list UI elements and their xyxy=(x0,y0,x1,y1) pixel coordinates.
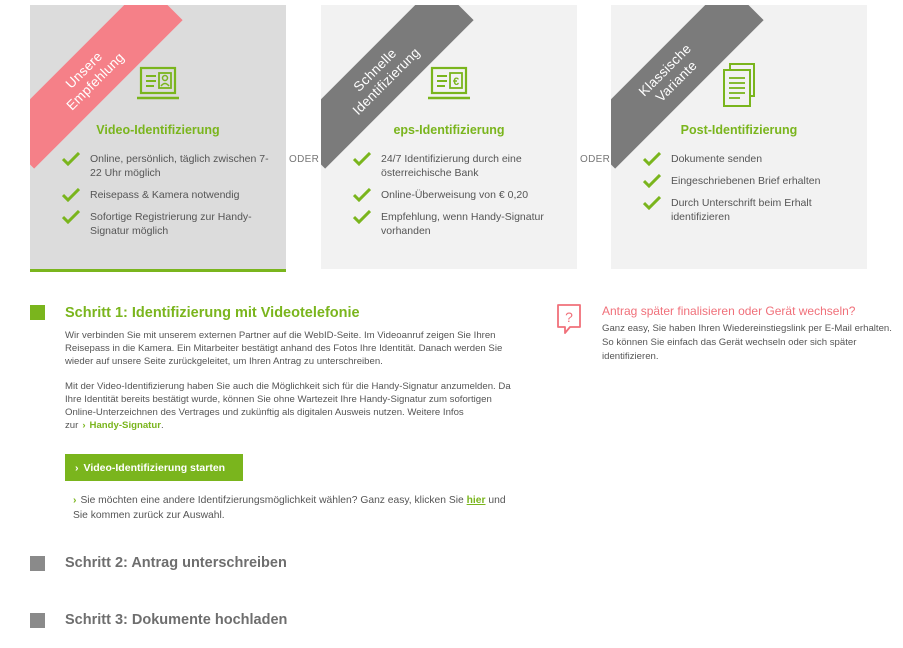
recommendation-ribbon: Unsere Empfehlung xyxy=(30,5,183,169)
step-1-handy-signatur-info: Mit der Video-Identifizierung haben Sie auch die Möglichkeit sich für die Handy-Signatur anzumelden. Da Ihre Identität bereits bestätigt wurde, können Sie ohne Wartezeit Ihre Handy-Signatur zum sofortigen Online-Unterzeichnen des Vertrages und zukünftig als digitalen Ausweis nutzen. Weitere Infos zur › Handy-Signatur. xyxy=(65,381,511,431)
selected-indicator xyxy=(140,269,180,272)
alternative-choice-note: › Sie möchten eine andere Identifzierungsmöglichkeit wählen? Ganz easy, klicken Sie hier und Sie kommen zurück zur Auswahl. xyxy=(73,495,506,521)
svg-text:?: ? xyxy=(565,309,573,325)
feature-list xyxy=(643,152,853,232)
question-bubble-icon xyxy=(556,303,582,335)
switch-device-title: Antrag später finalisieren oder Gerät wechseln? xyxy=(602,304,856,318)
option-card-video[interactable] xyxy=(30,5,286,272)
card-title: eps-Identifizierung xyxy=(393,123,505,137)
chevron-right-icon: › xyxy=(75,461,79,474)
step-2-indicator xyxy=(30,556,45,571)
chevron-right-icon: › xyxy=(73,495,77,506)
chevron-right-icon: › xyxy=(82,420,86,431)
separator-oder: ODER xyxy=(580,154,611,165)
feature-item: Online-Überweisung von € 0,20 xyxy=(353,188,563,202)
card-title: Video-Identifizierung xyxy=(96,123,220,137)
feature-item: Reisepass & Kamera notwendig xyxy=(62,188,272,202)
feature-item: Dokumente senden xyxy=(643,152,853,166)
check-icon xyxy=(643,152,661,166)
feature-item: Eingeschriebenen Brief erhalten xyxy=(643,174,853,188)
speed-ribbon: Schnelle Identifizierung xyxy=(321,5,474,169)
feature-item: Empfehlung, wenn Handy-Signatur vorhanden xyxy=(353,210,563,238)
step-1-description: Wir verbinden Sie mit unserem externen Partner auf die WebID-Seite. Im Videoanruf zeigen Sie Ihren Reisepass in die Kamera. Ein Mitarbeiter bestätigt anhand des Fotos Ihre Identität. Danach werden Sie wieder auf unsere Seite zurückgeleitet, um Ihren Antrag zu unterschreiben. xyxy=(65,330,503,367)
step-1-indicator xyxy=(30,305,45,320)
classic-ribbon: Klassische Variante xyxy=(611,5,764,169)
feature-item: Online, persönlich, täglich zwischen 7-22 Uhr möglich xyxy=(62,152,272,180)
feature-list xyxy=(353,152,563,246)
step-3-indicator xyxy=(30,613,45,628)
switch-device-text: Ganz easy, Sie haben Ihren Wiedereinstiegslink per E-Mail erhalten. So können Sie einfach das Gerät wechseln oder sich später identifizieren. xyxy=(602,323,892,362)
svg-text:€: € xyxy=(452,76,460,88)
video-id-icon xyxy=(137,65,179,103)
check-icon xyxy=(643,174,661,188)
check-icon xyxy=(62,210,80,224)
step-1-title[interactable]: Schritt 1: Identifizierung mit Videotelefonie xyxy=(65,305,360,321)
step-3-title[interactable]: Schritt 3: Dokumente hochladen xyxy=(65,612,288,628)
feature-item: Durch Unterschrift beim Erhalt identifizieren xyxy=(643,196,853,224)
start-video-identification-button[interactable]: › Video-Identifizierung starten xyxy=(65,454,243,481)
bank-euro-icon xyxy=(428,65,470,103)
option-card-post[interactable] xyxy=(611,5,867,269)
check-icon xyxy=(353,188,371,202)
check-icon xyxy=(62,152,80,166)
documents-icon xyxy=(718,62,760,112)
check-icon xyxy=(643,196,661,210)
check-icon xyxy=(353,210,371,224)
step-2-title[interactable]: Schritt 2: Antrag unterschreiben xyxy=(65,555,287,571)
check-icon xyxy=(353,152,371,166)
option-card-eps[interactable] xyxy=(321,5,577,269)
feature-item: 24/7 Identifizierung durch eine österreichische Bank xyxy=(353,152,563,180)
check-icon xyxy=(62,188,80,202)
card-title: Post-Identifizierung xyxy=(680,123,798,137)
separator-oder: ODER xyxy=(289,154,320,165)
feature-item: Sofortige Registrierung zur Handy-Signatur möglich xyxy=(62,210,272,238)
feature-list xyxy=(62,152,272,246)
back-to-selection-link[interactable]: hier xyxy=(466,495,486,506)
handy-signatur-link[interactable]: Handy-Signatur xyxy=(89,420,161,431)
